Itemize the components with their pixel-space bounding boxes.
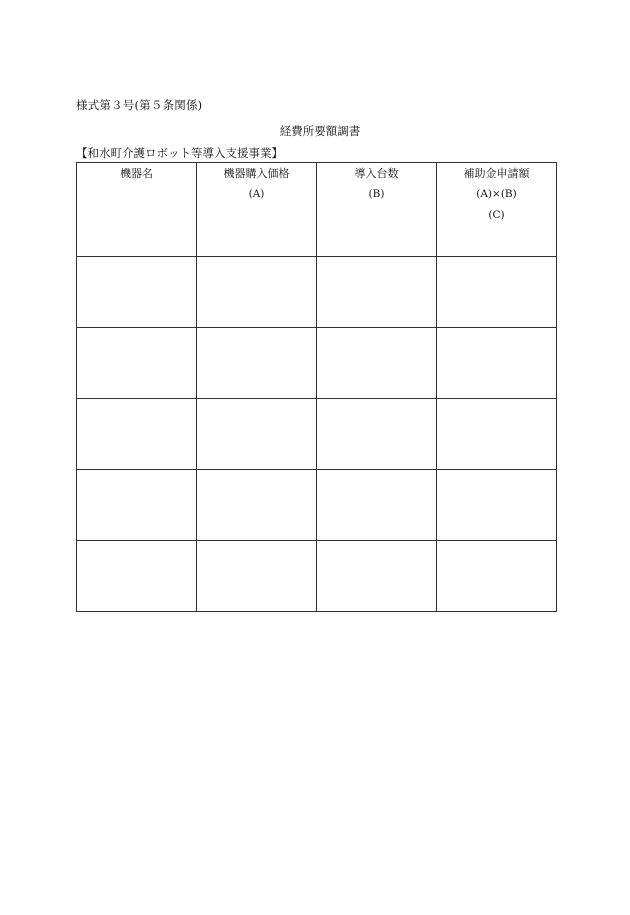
table-cell-subsidy-amount[interactable]	[437, 470, 557, 541]
document-title: 経費所要額調書	[279, 124, 361, 138]
table-cell-purchase-price[interactable]	[197, 257, 317, 328]
table-cell-purchase-price[interactable]	[197, 399, 317, 470]
table-cell-subsidy-amount[interactable]	[437, 257, 557, 328]
table-row	[77, 257, 557, 328]
table-row	[77, 328, 557, 399]
table-row	[77, 399, 557, 470]
table-cell-subsidy-amount[interactable]	[437, 328, 557, 399]
header-label: 補助金申請額	[463, 167, 530, 180]
header-equipment-name	[77, 163, 197, 257]
table-cell-quantity[interactable]	[317, 257, 437, 328]
header-label: 機器購入価格	[223, 167, 290, 180]
table-row	[77, 541, 557, 612]
header-sub-label: (B)	[368, 188, 385, 200]
table-cell-purchase-price[interactable]	[197, 541, 317, 612]
table-cell-quantity[interactable]	[317, 541, 437, 612]
table-cell-purchase-price[interactable]	[197, 470, 317, 541]
header-subsidy-amount	[437, 163, 557, 257]
table-cell-quantity[interactable]	[317, 399, 437, 470]
header-sub-label: (C)	[488, 209, 505, 221]
table-cell-equipment-name[interactable]	[77, 470, 197, 541]
table-header-row	[77, 163, 557, 257]
header-sub-label: (A)×(B)	[476, 188, 517, 200]
header-label: 機器名	[120, 167, 153, 180]
table-cell-equipment-name[interactable]	[77, 257, 197, 328]
table-cell-subsidy-amount[interactable]	[437, 541, 557, 612]
table-cell-quantity[interactable]	[317, 328, 437, 399]
header-quantity	[317, 163, 437, 257]
project-name: 【和水町介護ロボット等導入支援事業】	[76, 146, 283, 160]
table-cell-equipment-name[interactable]	[77, 328, 197, 399]
table-cell-equipment-name[interactable]	[77, 541, 197, 612]
table-cell-purchase-price[interactable]	[197, 328, 317, 399]
table-cell-equipment-name[interactable]	[77, 399, 197, 470]
table-cell-quantity[interactable]	[317, 470, 437, 541]
expense-table	[76, 162, 557, 612]
table-row	[77, 470, 557, 541]
form-number: 様式第３号(第５条関係)	[76, 98, 203, 112]
header-label: 導入台数	[354, 167, 399, 180]
table-cell-subsidy-amount[interactable]	[437, 399, 557, 470]
header-purchase-price	[197, 163, 317, 257]
header-sub-label: (A)	[248, 188, 265, 200]
